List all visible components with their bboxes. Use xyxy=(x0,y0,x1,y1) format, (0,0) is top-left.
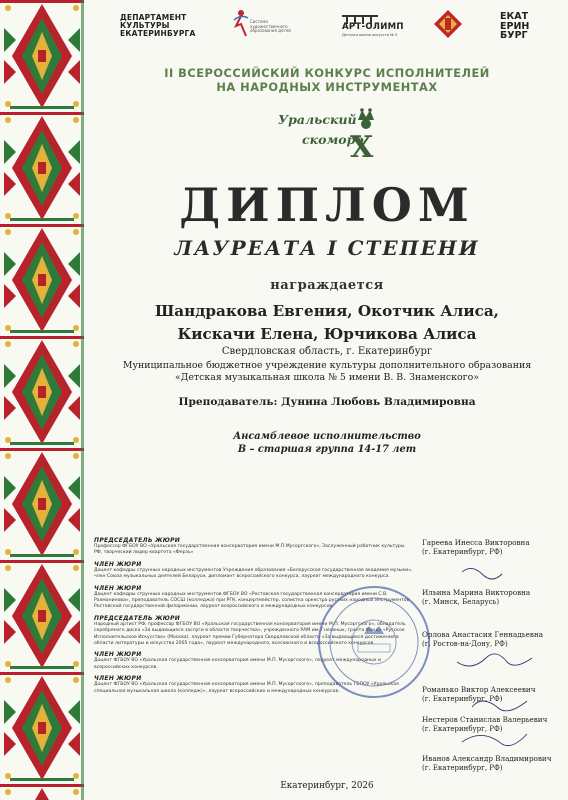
nk-emblem-logo xyxy=(434,10,462,38)
jury-signature-5: Нестеров Станислав Валерьевич (г. Екатеринбург, РФ) xyxy=(422,715,548,733)
jury-entry: ПРЕДСЕДАТЕЛЬ ЖЮРИ Профессор ФГБОУ ВО «Уральская государственная консерватория имени М.П.Мусоргского», Заслуженный работник культуры РФ, творческий лидер квартета «Ферзь» xyxy=(94,537,405,556)
jury-signature-6: Иванов Александр Владимирович (г. Екатеринбург, РФ) xyxy=(422,754,552,772)
jury-entry: ПРЕДСЕДАТЕЛЬ ЖЮРИ Народный артист РФ, профессор ФГБОУ ВО «Уральская государственная консерватория имени М.П. Мусоргского», обладатель серебряного диска «За выдающиеся заслуги в области творчества», учрежденного РАМ им. Гнесиных, гранта Фонда «Русское Исполнительское Искусство» (Москва), лауреат премии Губернатора Свердловской области «За выдающиеся достижения в области литературы и искусства 2005 года», лауреат международного, всесоюзного и всероссийского конкурсов. xyxy=(94,614,406,647)
jury-entry: ЧЛЕН ЖЮРИ Доцент кафедры струнных народных инструментов ФГБОУ ВО «Ростовская государственная консерватория имени С.В. Рахманинова», преподаватель СОСШ (колледжа) при РГК, концертмейстер, солистка оркестра русских народных инструментов Ростовской государственной филармонии, лауреат всероссийского и международных конкурсов. xyxy=(94,584,410,610)
diploma-title: ДИПЛОМ xyxy=(179,178,475,232)
dancer-icon xyxy=(232,8,250,38)
nomination-text: Ансамблевое исполнительство В – старшая группа 14-17 лет xyxy=(233,431,421,455)
jury-entry: ЧЛЕН ЖЮРИ Доцент ФГБОУ ВО «Уральская государственная консерватория имени М.П. Мусоргского», преподаватель ГБПОУ «Уральская специальная музыкальная школа (колледж)», лауреат всероссийских и международных конкурсов. xyxy=(94,675,399,694)
contest-title: II ВСЕРОССИЙСКИЙ КОНКУРС ИСПОЛНИТЕЛЕЙ НА НАРОДНЫХ ИНСТРУМЕНТАХ xyxy=(164,66,490,94)
region-text: Свердловская область, г. Екатеринбург xyxy=(221,346,433,357)
diploma-content xyxy=(92,0,562,800)
institution-text: Муниципальное бюджетное учреждение культуры дополнительного образования «Детская музыкальная школа № 5 имени В. В. Знаменского» xyxy=(122,360,532,383)
awardee-names: Шандракова Евгения, Окотчик Алиса, Кискачи Елена, Юрчикова Алиса xyxy=(155,302,499,343)
laureate-degree: ЛАУРЕАТА I СТЕПЕНИ xyxy=(174,236,480,260)
art-olymp-logo: АРТ-ОЛИМП Детская школа искусств № 3 xyxy=(340,10,406,40)
jury-signature-2: Ильина Марина Викторовна (г. Минск, Беларусь) xyxy=(422,588,531,606)
uralsky-skomorokh-emblem: Уральский скоморо Х xyxy=(272,108,382,172)
jury-entry: ЧЛЕН ЖЮРИ Доцент ФГБОУ ВО «Уральская государственная консерватория имени М.П. Мусоргского», лауреат международных и всероссийских конкурсов. xyxy=(94,651,381,670)
jester-icon xyxy=(356,108,376,130)
partner-logos xyxy=(92,8,562,42)
jury-signature-3: Орлова Анастасия Геннадьевна (г. Ростов-на-Дону, РФ) xyxy=(422,630,544,648)
jury-signature-1: Гареева Инесса Викторовна (г. Екатеринбург, РФ) xyxy=(422,538,530,556)
official-stamp xyxy=(314,582,434,702)
ekaterinburg-logo: ЕКАТ ЕРИН БУРГ xyxy=(500,11,530,41)
folk-ornament-border xyxy=(0,0,84,800)
jury-signature-4: Романько Виктор Алексеевич (г. Екатеринбург, РФ) xyxy=(422,685,536,703)
awarded-label: награждается xyxy=(270,278,384,293)
art-education-system-logo: Система художественного образования детей xyxy=(232,8,302,42)
department-culture-logo: ДЕПАРТАМЕНТ КУЛЬТУРЫ ЕКАТЕРИНБУРГА xyxy=(120,13,196,38)
jury-entry: ЧЛЕН ЖЮРИ Доцент кафедры струнных народных инструментов Учреждения образования «Белорусская государственная академия музыки», член Союза музыкальных деятелей Беларуси, дипломант всероссийского конкурса, лауреат международного конкурса. xyxy=(94,560,413,580)
handwritten-signatures xyxy=(452,562,542,762)
city-year: Екатеринбург, 2026 xyxy=(280,781,374,791)
teacher-text: Преподаватель: Дунина Любовь Владимировна xyxy=(178,396,476,408)
